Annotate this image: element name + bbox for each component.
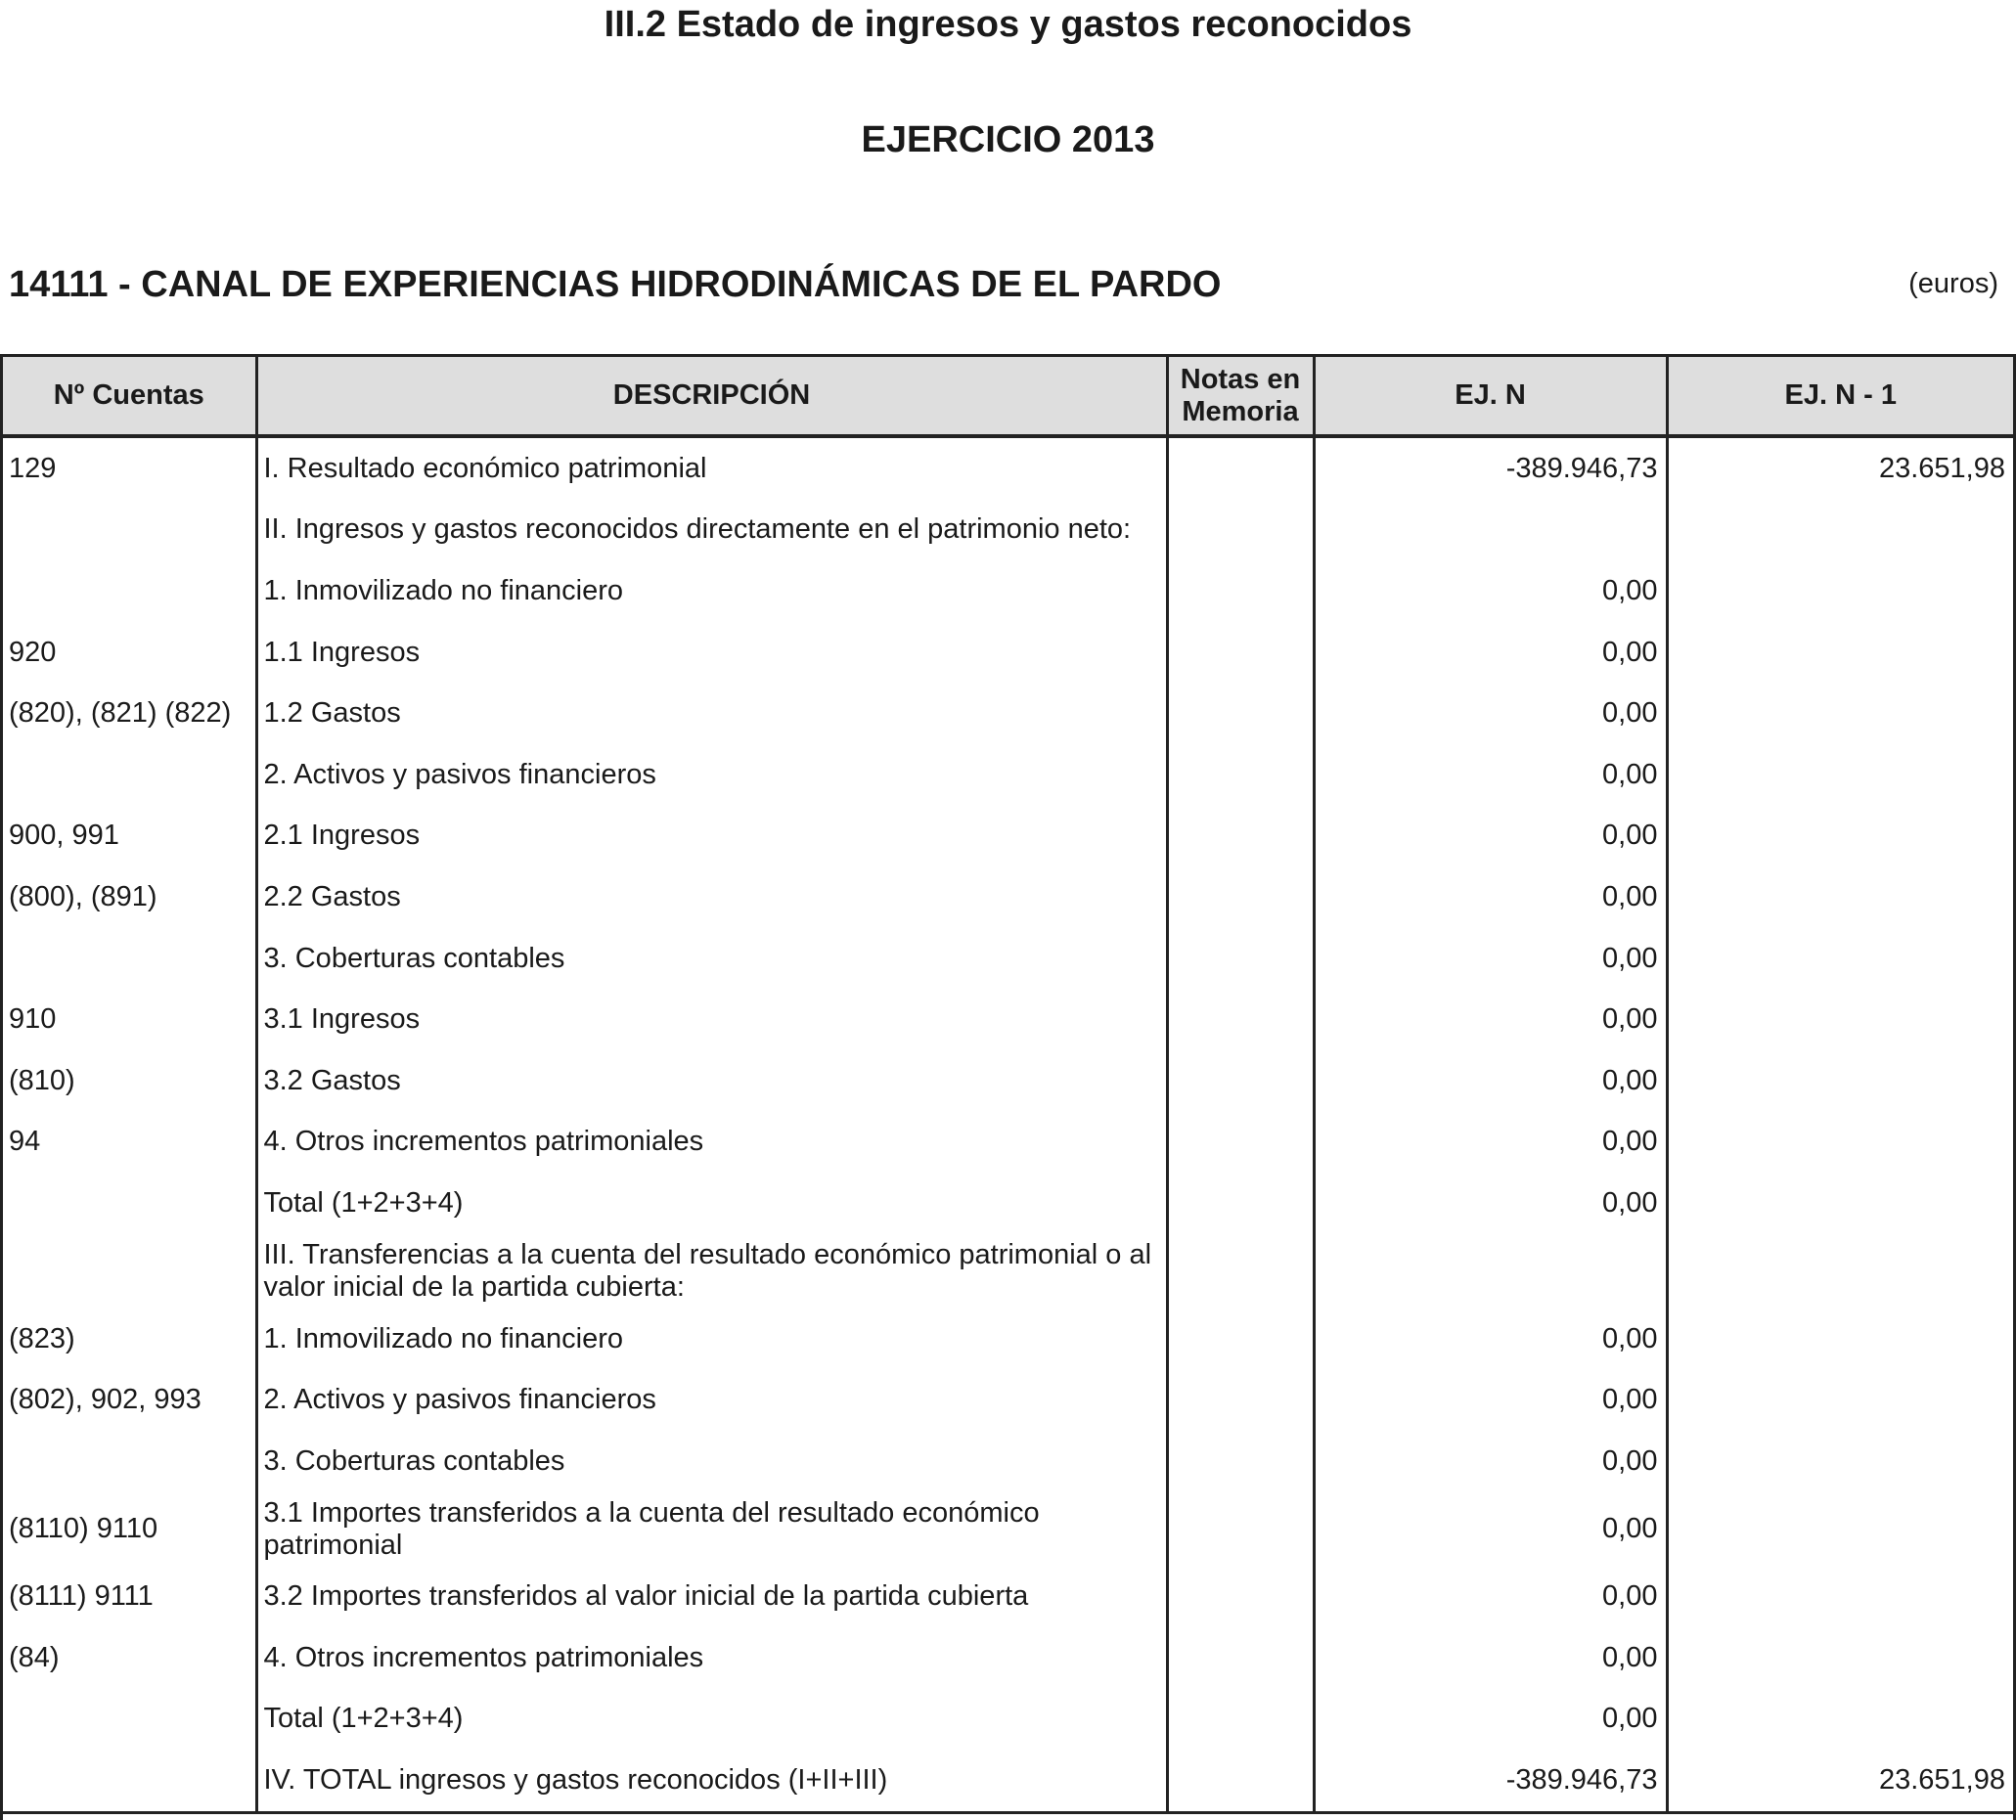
cell-description: 1. Inmovilizado no financiero [256,560,1167,622]
cell-account: (800), (891) [3,866,256,928]
cell-notes [1167,436,1314,500]
cell-previous-year [1667,1369,2013,1431]
cell-previous-year [1667,866,2013,928]
table-row [3,1173,2013,1234]
cell-description: 3.2 Importes transferidos al valor inicial de la partida cubierta [256,1567,1167,1628]
cell-notes [1167,866,1314,928]
income-expense-table [0,354,2016,1820]
cell-description: II. Ingresos y gastos reconocidos directamente en el patrimonio neto: [256,500,1167,561]
cell-notes [1167,1567,1314,1628]
cell-description: 2. Activos y pasivos financieros [256,744,1167,806]
cell-account: 129 [3,436,256,500]
cell-description: Total (1+2+3+4) [256,1689,1167,1751]
cell-previous-year [1667,622,2013,684]
cell-description: 3. Coberturas contables [256,928,1167,990]
cell-previous-year: 23.651,98 [1667,1750,2013,1812]
exercise-title: EJERCICIO 2013 [861,119,1155,160]
cell-notes [1167,622,1314,684]
cell-notes [1167,1627,1314,1689]
cell-notes [1167,1112,1314,1174]
cell-notes [1167,989,1314,1050]
cell-previous-year [1667,683,2013,744]
cell-account: 910 [3,989,256,1050]
cell-previous-year [1667,1234,2013,1309]
cell-description: 3.1 Ingresos [256,989,1167,1050]
cell-current-year: 0,00 [1314,866,1667,928]
cell-account: 920 [3,622,256,684]
page-title: III.2 Estado de ingresos y gastos reconocidos [604,4,1412,45]
cell-current-year: -389.946,73 [1314,1750,1667,1812]
cell-description: 4. Otros incrementos patrimoniales [256,1112,1167,1174]
cell-notes [1167,560,1314,622]
cell-account [3,1689,256,1751]
cell-previous-year [1667,806,2013,867]
cell-notes [1167,683,1314,744]
cell-account: (84) [3,1627,256,1689]
cell-current-year [1314,1234,1667,1309]
cell-previous-year [1667,1309,2013,1370]
table-row [3,622,2013,684]
cell-account: (810) [3,1050,256,1112]
cell-description: 1. Inmovilizado no financiero [256,1309,1167,1370]
cell-current-year: 0,00 [1314,989,1667,1050]
cell-account: 900, 991 [3,806,256,867]
cell-account: (8111) 9111 [3,1567,256,1628]
cell-current-year: 0,00 [1314,1492,1667,1567]
cell-previous-year [1667,1112,2013,1174]
entity-title: 14111 - CANAL DE EXPERIENCIAS HIDRODINÁMICAS DE EL PARDO [9,264,1222,305]
table-row [3,1234,2013,1309]
cell-previous-year [1667,1431,2013,1492]
cell-account [3,744,256,806]
table-row [3,1431,2013,1492]
cell-notes [1167,1309,1314,1370]
cell-notes [1167,1234,1314,1309]
header-current-year: EJ. N [1314,357,1667,436]
cell-notes [1167,928,1314,990]
cell-notes [1167,744,1314,806]
cell-current-year: 0,00 [1314,806,1667,867]
cell-notes [1167,1050,1314,1112]
cell-account: 94 [3,1112,256,1174]
cell-current-year: 0,00 [1314,560,1667,622]
cell-current-year: 0,00 [1314,1369,1667,1431]
table-row [3,866,2013,928]
cell-notes [1167,806,1314,867]
currency-note: (euros) [1908,268,1998,299]
cell-previous-year [1667,928,2013,990]
table-row [3,436,2013,500]
cell-description: III. Transferencias a la cuenta del resultado económico patrimonial o al valor inicial de la partida cubierta: [256,1234,1167,1309]
cell-account: (8110) 9110 [3,1492,256,1567]
cell-current-year: -389.946,73 [1314,436,1667,500]
cell-account [3,928,256,990]
table-row [3,500,2013,561]
cell-previous-year [1667,1689,2013,1751]
cell-account [3,500,256,561]
table-body [3,436,2013,1812]
cell-description: 3.1 Importes transferidos a la cuenta del resultado económico patrimonial [256,1492,1167,1567]
cell-description: 2.2 Gastos [256,866,1167,928]
header-description: DESCRIPCIÓN [256,357,1167,436]
cell-previous-year [1667,500,2013,561]
cell-notes [1167,500,1314,561]
cell-notes [1167,1492,1314,1567]
header-previous-year: EJ. N - 1 [1667,357,2013,436]
table-row [3,989,2013,1050]
cell-previous-year [1667,1492,2013,1567]
cell-previous-year [1667,1567,2013,1628]
cell-description: 3. Coberturas contables [256,1431,1167,1492]
cell-description: 3.2 Gastos [256,1050,1167,1112]
table-row [3,1050,2013,1112]
cell-current-year: 0,00 [1314,1627,1667,1689]
table-header-row [3,357,2013,436]
cell-description: 4. Otros incrementos patrimoniales [256,1627,1167,1689]
cell-account [3,1173,256,1234]
cell-description: I. Resultado económico patrimonial [256,436,1167,500]
cell-previous-year [1667,560,2013,622]
cell-current-year [1314,500,1667,561]
cell-notes [1167,1750,1314,1812]
table-row [3,928,2013,990]
cell-current-year: 0,00 [1314,1567,1667,1628]
cell-current-year: 0,00 [1314,1112,1667,1174]
cell-account [3,1431,256,1492]
table-row [3,1750,2013,1812]
cell-previous-year [1667,1173,2013,1234]
cell-current-year: 0,00 [1314,1689,1667,1751]
cell-account: (820), (821) (822) [3,683,256,744]
cell-description: 2.1 Ingresos [256,806,1167,867]
cell-description: IV. TOTAL ingresos y gastos reconocidos (I+II+III) [256,1750,1167,1812]
table-row [3,1309,2013,1370]
table-row [3,683,2013,744]
cell-current-year: 0,00 [1314,744,1667,806]
header-accounts: Nº Cuentas [3,357,256,436]
cell-previous-year [1667,1627,2013,1689]
cell-account: (823) [3,1309,256,1370]
cell-current-year: 0,00 [1314,683,1667,744]
cell-notes [1167,1173,1314,1234]
cell-description: 1.1 Ingresos [256,622,1167,684]
table-row [3,1627,2013,1689]
cell-description: 1.2 Gastos [256,683,1167,744]
cell-current-year: 0,00 [1314,1431,1667,1492]
table-row [3,1369,2013,1431]
table-row [3,1689,2013,1751]
table-row [3,1567,2013,1628]
cell-previous-year [1667,989,2013,1050]
cell-current-year: 0,00 [1314,1309,1667,1370]
cell-notes [1167,1689,1314,1751]
cell-account [3,560,256,622]
table-row [3,1492,2013,1567]
cell-current-year: 0,00 [1314,1050,1667,1112]
header-notes: Notas en Memoria [1167,357,1314,436]
cell-current-year: 0,00 [1314,1173,1667,1234]
table-row [3,744,2013,806]
cell-current-year: 0,00 [1314,928,1667,990]
cell-previous-year [1667,744,2013,806]
table-row [3,560,2013,622]
cell-notes [1167,1431,1314,1492]
cell-description: 2. Activos y pasivos financieros [256,1369,1167,1431]
cell-notes [1167,1369,1314,1431]
cell-account [3,1750,256,1812]
cell-account [3,1234,256,1309]
cell-description: Total (1+2+3+4) [256,1173,1167,1234]
cell-account: (802), 902, 993 [3,1369,256,1431]
cell-previous-year: 23.651,98 [1878,452,2005,484]
table-row [3,1112,2013,1174]
cell-current-year: 0,00 [1314,622,1667,684]
table-row [3,806,2013,867]
cell-previous-year [1667,1050,2013,1112]
